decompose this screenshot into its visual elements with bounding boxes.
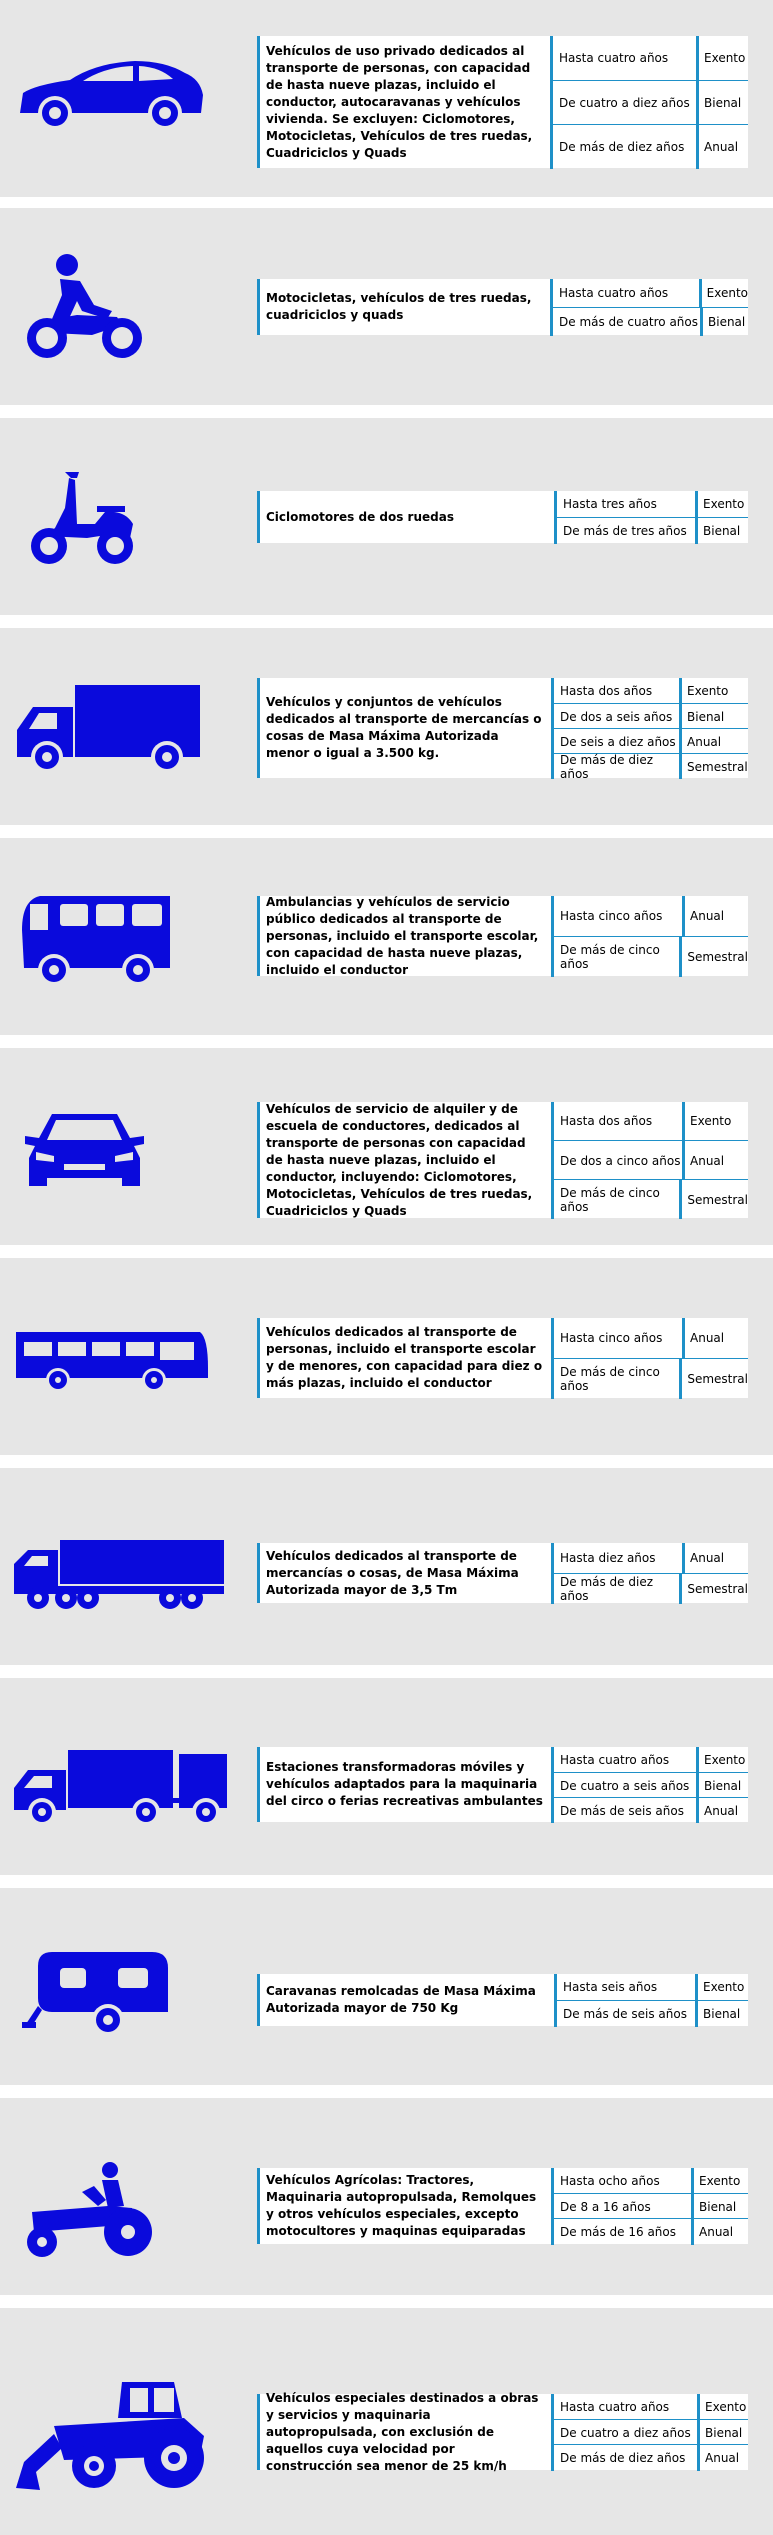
frequency-cell: Anual: [691, 2219, 748, 2245]
frequency-cell: Exento: [695, 1974, 748, 2000]
frequency-cell: Anual: [682, 1141, 748, 1180]
tanker-truck-icon: [14, 1536, 224, 1611]
category-description: Caravanas remolcadas de Masa Máxima Autorizada mayor de 750 Kg: [257, 1974, 554, 2026]
caravan-icon: [22, 1950, 172, 2040]
inspection-table: [551, 2168, 748, 2244]
frequency-cell: Anual: [679, 729, 748, 754]
age-cell: De dos a seis años: [551, 704, 679, 729]
table-row: [551, 2168, 748, 2193]
age-cell: De más de diez años: [551, 1574, 679, 1604]
age-cell: De cuatro a seis años: [551, 1773, 696, 1798]
loader-tractor-icon: [14, 2378, 214, 2493]
age-cell: De más de cinco años: [551, 937, 679, 977]
table-row: [550, 124, 748, 169]
frequency-cell: Anual: [697, 2445, 748, 2471]
table-row: [551, 896, 748, 936]
category-section: [0, 1048, 773, 1245]
frequency-cell: Exento: [691, 2168, 748, 2193]
table-row: [550, 279, 748, 307]
category-description: Motocicletas, vehículos de tres ruedas, cuadriciclos y quads: [257, 279, 551, 335]
frequency-cell: Semestral: [679, 1359, 748, 1399]
inspection-table: [551, 678, 748, 781]
frequency-cell: Anual: [696, 125, 748, 169]
frequency-cell: Exento: [699, 279, 748, 307]
age-cell: Hasta cinco años: [551, 896, 682, 936]
table-row: [551, 1179, 748, 1219]
category-description: Vehículos de servicio de alquiler y de escuela de conductores, dedicados al transporte de personas con capacidad de hasta nueve plazas, incluido el conductor, incluyendo: Ciclomotores, Motocicletas, Vehículos de tres ruedas, Cuadriciclos y Quads: [257, 1102, 551, 1218]
table-row: [551, 2419, 748, 2445]
frequency-cell: Anual: [682, 1543, 748, 1573]
age-cell: Hasta seis años: [554, 1974, 695, 2000]
table-row: [551, 1140, 748, 1180]
van-bus-icon: [20, 890, 175, 990]
category-description: Vehículos y conjuntos de vehículos dedicados al transporte de mercancías o cosas de Masa Máxima Autorizada menor o igual a 3.500 kg.: [257, 678, 551, 778]
inspection-table: [551, 896, 748, 976]
frequency-cell: Anual: [682, 1318, 748, 1358]
frequency-cell: Bienal: [695, 2001, 748, 2027]
age-cell: De más de cinco años: [551, 1180, 679, 1219]
category-section: [0, 2098, 773, 2295]
frequency-cell: Bienal: [697, 2420, 748, 2445]
age-cell: De más de 16 años: [551, 2219, 691, 2245]
frequency-cell: Exento: [695, 491, 748, 517]
frequency-cell: Exento: [696, 36, 748, 80]
frequency-cell: Semestral: [679, 937, 748, 977]
age-cell: Hasta ocho años: [551, 2168, 691, 2193]
category-section: [0, 418, 773, 615]
table-row: [551, 2193, 748, 2219]
category-description: Vehículos Agrícolas: Tractores, Maquinaria autopropulsada, Remolques y otros vehículos especiales, excepto motocultores y maquinas equiparadas: [257, 2168, 551, 2244]
frequency-cell: Semestral: [679, 1180, 748, 1219]
inspection-table: [550, 36, 748, 168]
table-row: [551, 2444, 748, 2471]
table-row: [551, 936, 748, 977]
age-cell: Hasta dos años: [551, 678, 679, 703]
age-cell: Hasta dos años: [551, 1102, 682, 1140]
category-section: [0, 0, 773, 197]
category-section: [0, 838, 773, 1035]
category-section: [0, 1258, 773, 1455]
inspection-table: [554, 491, 748, 543]
table-row: [554, 517, 748, 544]
motorcycle-icon: [22, 253, 147, 363]
age-cell: De más de diez años: [550, 125, 696, 169]
frequency-cell: Bienal: [700, 308, 748, 336]
inspection-table: [551, 1318, 748, 1398]
table-row: [551, 678, 748, 703]
frequency-cell: Bienal: [679, 704, 748, 729]
table-row: [551, 1747, 748, 1772]
category-section: [0, 1468, 773, 1665]
age-cell: De cuatro a diez años: [550, 81, 696, 125]
table-row: [554, 1974, 748, 2000]
age-cell: De 8 a 16 años: [551, 2194, 691, 2219]
frequency-cell: Bienal: [695, 518, 748, 544]
table-row: [554, 2000, 748, 2027]
age-cell: De más de diez años: [551, 2445, 697, 2471]
category-description: Ambulancias y vehículos de servicio público dedicados al transporte de personas, incluido el transporte escolar, con capacidad de hasta nueve plazas, incluido el conductor: [257, 896, 551, 976]
age-cell: De más de tres años: [554, 518, 695, 544]
taxi-car-front-icon: [22, 1108, 147, 1193]
age-cell: De más de seis años: [551, 1798, 696, 1823]
table-row: [550, 80, 748, 125]
frequency-cell: Bienal: [696, 81, 748, 125]
table-row: [551, 1573, 748, 1604]
scooter-icon: [25, 468, 150, 568]
table-row: [551, 1358, 748, 1399]
table-row: [551, 728, 748, 754]
tractor-icon: [22, 2160, 152, 2260]
frequency-cell: Anual: [696, 1798, 748, 1823]
truck-icon: [15, 685, 205, 775]
age-cell: De dos a cinco años: [551, 1141, 682, 1180]
table-row: [551, 703, 748, 729]
age-cell: Hasta tres años: [554, 491, 695, 517]
age-cell: De seis a diez años: [551, 729, 679, 754]
frequency-cell: Bienal: [696, 1773, 748, 1798]
age-cell: De más de cuatro años: [550, 308, 700, 336]
bus-icon: [14, 1328, 209, 1393]
table-row: [551, 2218, 748, 2245]
inspection-table: [554, 1974, 748, 2026]
category-section: [0, 208, 773, 405]
frequency-cell: Semestral: [679, 754, 748, 779]
category-description: Vehículos dedicados al transporte de mercancías o cosas, de Masa Máxima Autorizada mayor de 3,5 Tm: [257, 1543, 551, 1603]
table-row: [550, 36, 748, 80]
table-row: [554, 491, 748, 517]
age-cell: Hasta cinco años: [551, 1318, 682, 1358]
category-section: [0, 1888, 773, 2085]
age-cell: Hasta cuatro años: [551, 2394, 697, 2419]
table-row: [551, 1772, 748, 1798]
frequency-cell: Semestral: [679, 1574, 748, 1604]
age-cell: De más de cinco años: [551, 1359, 679, 1399]
table-row: [550, 307, 748, 336]
inspection-table: [550, 279, 748, 335]
inspection-table: [551, 1102, 748, 1218]
frequency-cell: Exento: [682, 1102, 748, 1140]
category-section: [0, 628, 773, 825]
table-row: [551, 1102, 748, 1140]
frequency-cell: Exento: [696, 1747, 748, 1772]
truck-trailer-icon: [14, 1750, 229, 1830]
table-row: [551, 1797, 748, 1823]
category-section: [0, 2308, 773, 2535]
category-description: Ciclomotores de dos ruedas: [257, 491, 554, 543]
inspection-table: [551, 2394, 748, 2470]
age-cell: Hasta cuatro años: [550, 36, 696, 80]
table-row: [551, 2394, 748, 2419]
age-cell: De más de diez años: [551, 754, 679, 779]
age-cell: Hasta cuatro años: [551, 1747, 696, 1772]
frequency-cell: Exento: [679, 678, 748, 703]
age-cell: De cuatro a diez años: [551, 2420, 697, 2445]
age-cell: De más de seis años: [554, 2001, 695, 2027]
car-icon: [15, 55, 205, 130]
table-row: [551, 753, 748, 779]
frequency-cell: Exento: [697, 2394, 748, 2419]
frequency-cell: Bienal: [691, 2194, 748, 2219]
table-row: [551, 1543, 748, 1573]
category-description: Vehículos de uso privado dedicados al transporte de personas, con capacidad de hasta nueve plazas, incluido el conductor, autocaravanas y vehículos vivienda. Se excluyen: Ciclomotores, Motocicletas, Vehículos de tres ruedas, Cuadriciclos y Quads: [257, 36, 551, 168]
age-cell: Hasta diez años: [551, 1543, 682, 1573]
category-description: Estaciones transformadoras móviles y vehículos adaptados para la maquinaria del circo o ferias recreativas ambulantes: [257, 1747, 551, 1822]
category-section: [0, 1678, 773, 1875]
table-row: [551, 1318, 748, 1358]
age-cell: Hasta cuatro años: [550, 279, 699, 307]
inspection-table: [551, 1747, 748, 1822]
frequency-cell: Anual: [682, 896, 748, 936]
category-description: Vehículos dedicados al transporte de personas, incluido el transporte escolar y de menores, con capacidad para diez o más plazas, incluido el conductor: [257, 1318, 551, 1398]
inspection-table: [551, 1543, 748, 1603]
category-description: Vehículos especiales destinados a obras y servicios y maquinaria autopropulsada, con exclusión de aquellos cuya velocidad por construcción sea menor de 25 km/h: [257, 2394, 551, 2470]
